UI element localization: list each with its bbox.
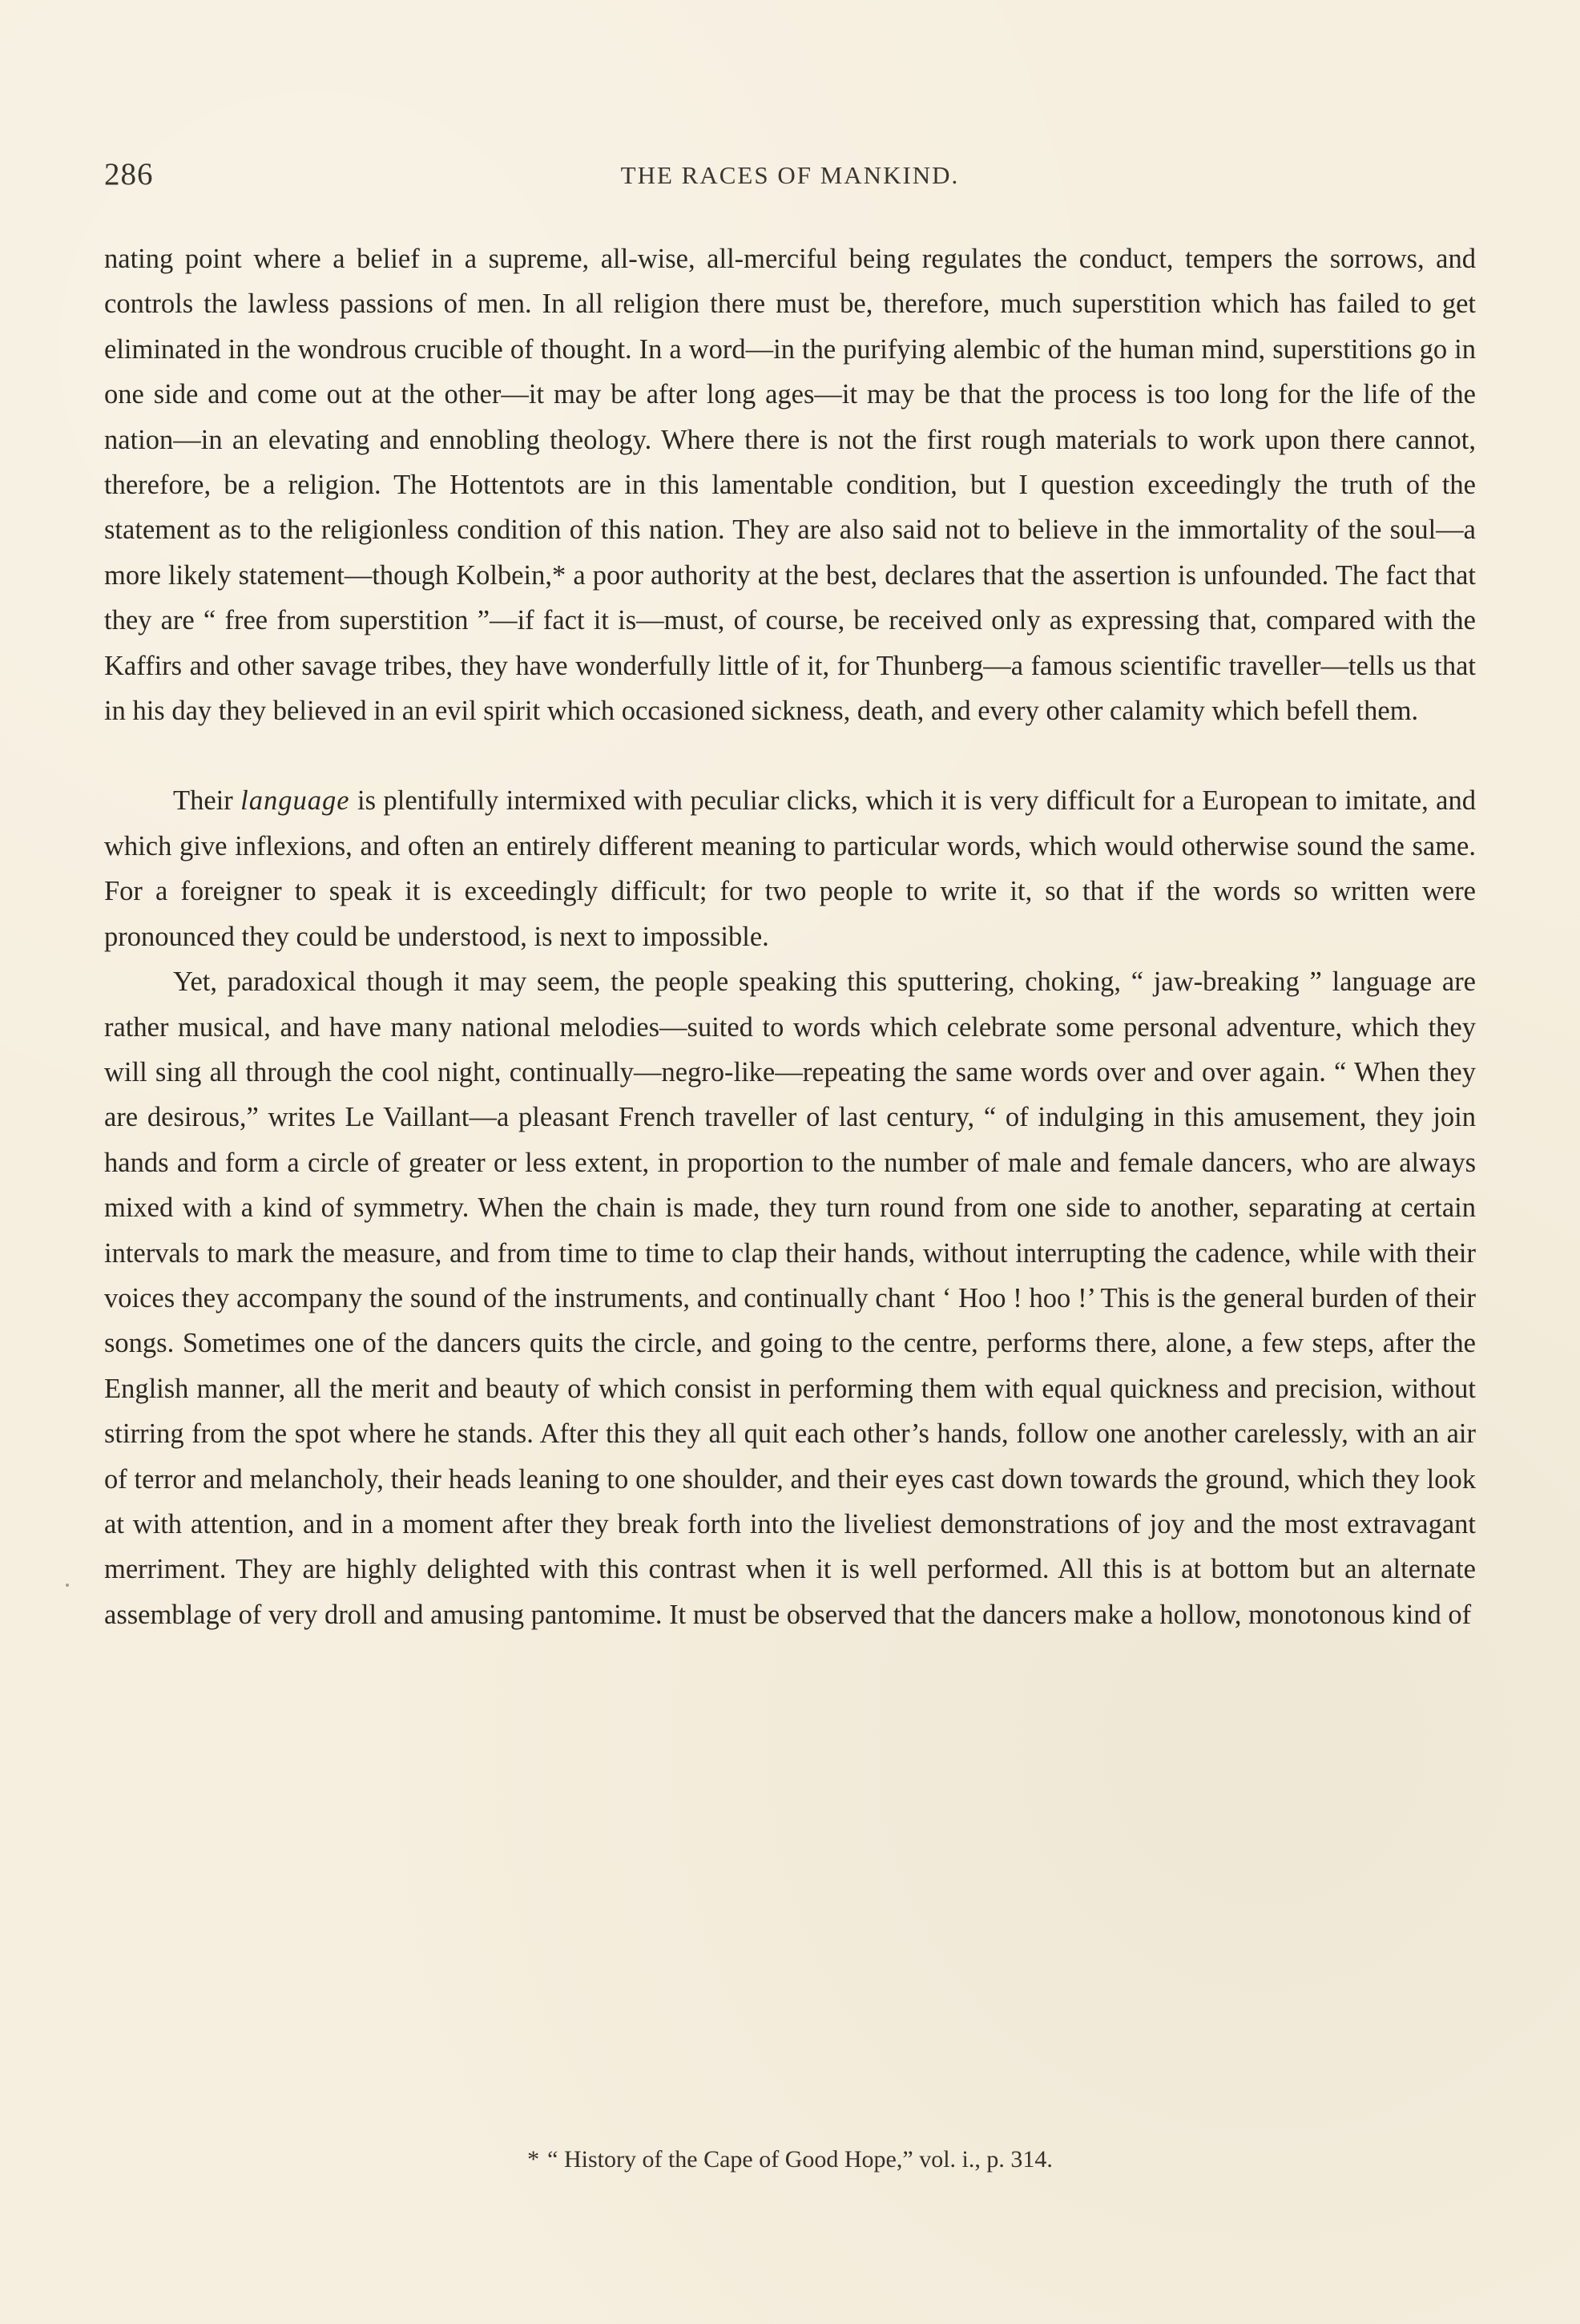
page-number: 286 [104, 157, 154, 192]
footnote-mark: * [527, 2146, 540, 2173]
paragraph-language-start: Their [173, 785, 241, 817]
running-head [104, 156, 1476, 196]
footnote [104, 2144, 1476, 2176]
running-title: THE RACES OF MANKIND. [620, 161, 960, 189]
paragraph-music: Yet, paradoxical though it may seem, the people speaking this sputtering, choking, “ jaw-breaking ” language are rather musical, and have many national melodies—suited to words which celebrate some personal adventure, which they will sing all through the cool night, continually—negro-like—repeating the same words over and over again. “ When they are desirous,” writes Le Vaillant—a pleasant French traveller of last century, “ of indulging in this amusement, they join hands and form a circle of greater or less extent, in proportion to the number of male and female dancers, who are always mixed with a kind of symmetry. When the chain is made, they turn round from one side to another, separating at certain intervals to mark the measure, and from time to time to clap their hands, without interrupting the cadence, while with their voices they accompany the sound of the instruments, and continually chant ‘ Hoo ! hoo !’ This is the general burden of their songs. Sometimes one of the dancers quits the circle, and going to the centre, performs there, alone, a few steps, after the English manner, all the merit and beauty of which consist in performing them with equal quickness and precision, without stirring from the spot where he stands. After this they all quit each other’s hands, follow one another carelessly, with an air of terror and melancholy, their heads leaning to one shoulder, and their eyes cast down towards the ground, which they look at with attention, and in a moment after they break forth into the liveliest demonstrations of joy and the most extravagant merriment. They are highly delighted with this contrast when it is well performed. All this is at bottom but an alternate assemblage of very droll and amusing pantomime. It must be observed that the dancers make a hollow, monotonous kind of [104, 966, 1476, 1630]
body-text [104, 236, 1476, 1637]
italic-word-language: language [240, 785, 350, 817]
paragraph-language [104, 778, 1476, 959]
paper-speck [66, 1584, 69, 1587]
footnote-text: “ History of the Cape of Good Hope,” vol. i., p. 314. [547, 2146, 1053, 2173]
paragraph-religion: nating point where a belief in a supreme, all-wise, all-merciful being regulates the conduct, tempers the sorrows, and controls the lawless passions of men. In all religion there must be, therefore, much superstition which has failed to get eliminated in the wondrous crucible of thought. In a word—in the purifying alembic of the human mind, superstitions go in one side and come out at the other—it may be after long ages—it may be that the process is too long for the life of the nation—in an elevating and ennobling theology. Where there is not the first rough materials to work upon there cannot, therefore, be a religion. The Hottentots are in this lamentable condition, but I question exceedingly the truth of the statement as to the religionless condition of this nation. They are also said not to believe in the immortality of the soul—a more likely statement—though Kolbein,* a poor authority at the best, declares that the assertion is unfounded. The fact that they are “ free from superstition ”—if fact it is—must, of course, be received only as expressing that, compared with the Kaffirs and other savage tribes, they have wonderfully little of it, for Thunberg—a famous scientific traveller—tells us that in his day they believed in an evil spirit which occasioned sickness, death, and every other calamity which befell them. [104, 244, 1476, 727]
paragraph-language-rest: is plentifully intermixed with peculiar clicks, which it is very difficult for a European to imitate, and which give inflexions, and often an entirely different meaning to particular words, which would otherwise sound the same. For a foreigner to speak it is exceedingly difficult; for two people to write it, so that if the words so written were pronounced they could be understood, is next to impossible. [104, 785, 1476, 952]
